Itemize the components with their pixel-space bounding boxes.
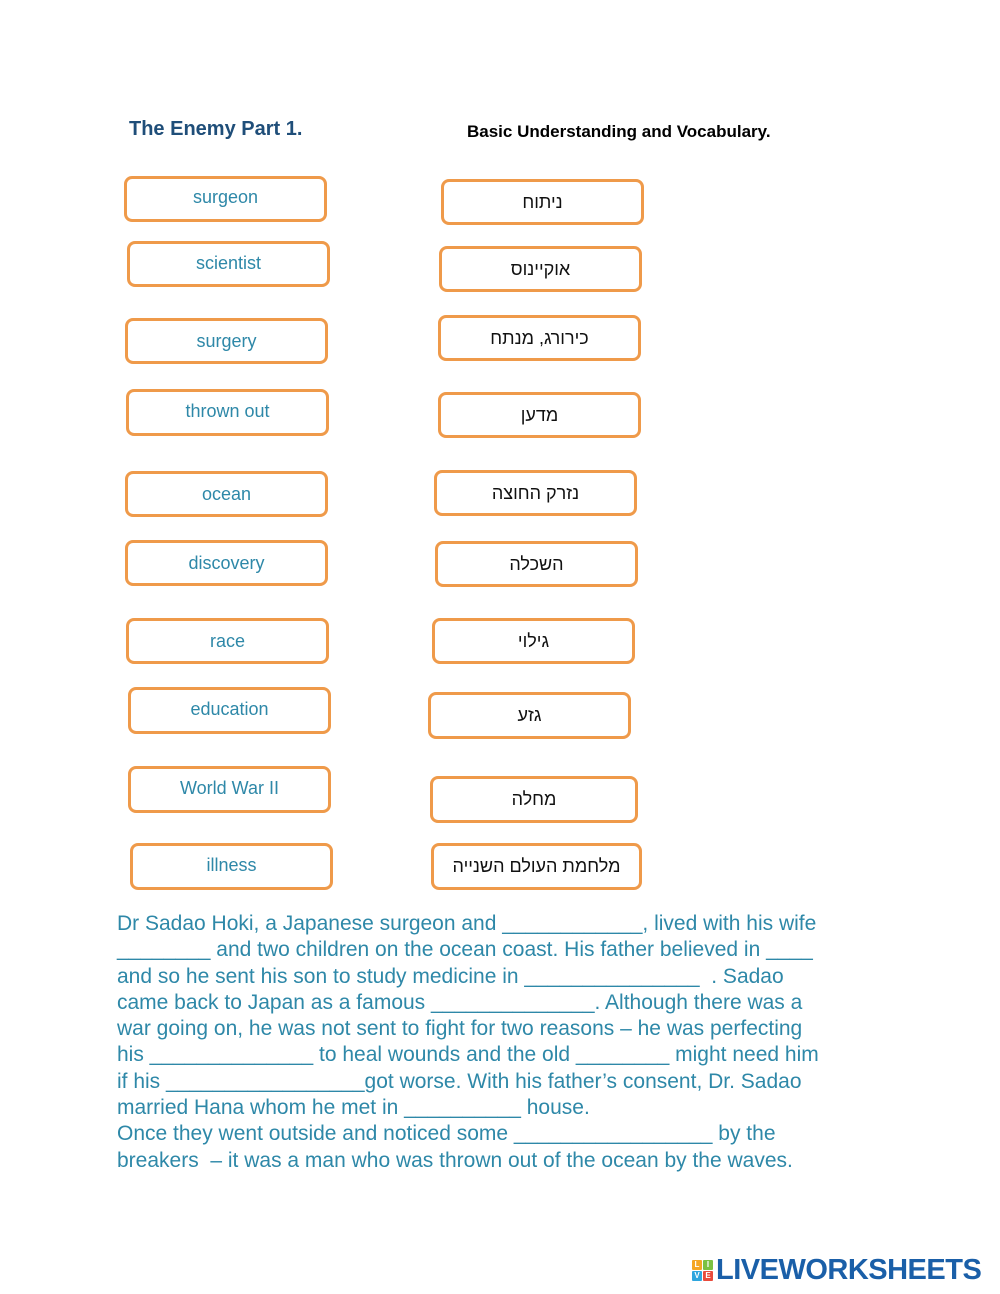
english-word: World War II bbox=[179, 778, 279, 798]
passage-line: if his _________________got worse. With his father’s consent, Dr. Sadao bbox=[117, 1069, 802, 1093]
passage-line: Once they went outside and noticed some _________________ by the bbox=[117, 1122, 776, 1146]
english-word: education bbox=[190, 699, 269, 719]
passage-line: ________ and two children on the ocean coast. His father believed in ____ bbox=[117, 938, 813, 962]
hebrew-word-box[interactable] bbox=[431, 843, 642, 890]
english-word: surgery bbox=[196, 330, 257, 351]
hebrew-word-box[interactable] bbox=[432, 618, 635, 664]
passage-line: breakers – it was a man who was thrown out of the ocean by the waves. bbox=[117, 1148, 793, 1172]
passage-line: his ______________ to heal wounds and the old ________ might need him bbox=[117, 1043, 819, 1067]
english-word-box[interactable] bbox=[126, 389, 329, 436]
hebrew-word: ניתוח bbox=[522, 191, 563, 212]
english-word: thrown out bbox=[185, 401, 270, 421]
hebrew-word: מדען bbox=[520, 404, 559, 425]
hebrew-word-box[interactable] bbox=[428, 692, 631, 739]
hebrew-word-box[interactable] bbox=[438, 392, 641, 438]
english-word: race bbox=[209, 630, 245, 651]
english-word: scientist bbox=[195, 252, 262, 273]
logo-letter: L bbox=[692, 1260, 702, 1270]
hebrew-word-box[interactable] bbox=[439, 246, 642, 292]
passage-line: and so he sent his son to study medicine in _______________ . Sadao bbox=[117, 964, 784, 988]
hebrew-word-box[interactable] bbox=[430, 776, 638, 823]
english-word-box[interactable] bbox=[126, 618, 329, 664]
hebrew-word: אוקיינוס bbox=[510, 258, 571, 279]
english-word-box[interactable] bbox=[125, 471, 328, 517]
english-word-box[interactable] bbox=[127, 241, 330, 287]
english-word-box[interactable] bbox=[124, 176, 327, 222]
passage-line: came back to Japan as a famous ______________. Although there was a bbox=[117, 990, 803, 1014]
passage-line: married Hana whom he met in __________ house. bbox=[117, 1096, 590, 1120]
logo-letter: I bbox=[703, 1260, 713, 1270]
hebrew-word: נזרק החוצה bbox=[491, 482, 580, 503]
brand-name: LIVEWORKSHEETS bbox=[716, 1253, 982, 1286]
worksheet-subtitle: Basic Understanding and Vocabulary. bbox=[467, 122, 771, 141]
english-word: discovery bbox=[188, 552, 265, 573]
english-word-box[interactable] bbox=[128, 766, 331, 813]
passage-line: Dr Sadao Hoki, a Japanese surgeon and ____________, lived with his wife bbox=[117, 912, 817, 935]
logo-letter: E bbox=[703, 1271, 713, 1281]
fill-in-passage bbox=[117, 911, 897, 1174]
hebrew-word: מחלה bbox=[511, 789, 557, 809]
english-word-box[interactable] bbox=[128, 687, 331, 734]
hebrew-word-box[interactable] bbox=[438, 315, 641, 361]
hebrew-word-box[interactable] bbox=[434, 470, 637, 516]
english-word-box[interactable] bbox=[130, 843, 333, 890]
passage-line: war going on, he was not sent to fight for two reasons – he was perfecting bbox=[117, 1017, 803, 1041]
hebrew-word-box[interactable] bbox=[435, 541, 638, 587]
english-word: ocean bbox=[201, 483, 252, 504]
worksheet-title: The Enemy Part 1. bbox=[129, 118, 303, 140]
hebrew-word: גזע bbox=[517, 705, 542, 725]
english-word-box[interactable] bbox=[125, 318, 328, 364]
liveworksheets-logo bbox=[692, 1255, 981, 1285]
hebrew-word: השכלה bbox=[509, 553, 564, 574]
english-word-box[interactable] bbox=[125, 540, 328, 586]
english-word: surgeon bbox=[192, 186, 259, 207]
logo-letter: V bbox=[692, 1271, 702, 1281]
hebrew-word: כירורג, מנתח bbox=[490, 327, 589, 348]
hebrew-word-box[interactable] bbox=[441, 179, 644, 225]
logo-mark-icon bbox=[692, 1260, 713, 1281]
hebrew-word: גילוי bbox=[517, 630, 550, 651]
hebrew-word: מלחמת העולם השנייה bbox=[452, 856, 621, 876]
english-word: illness bbox=[206, 855, 257, 875]
